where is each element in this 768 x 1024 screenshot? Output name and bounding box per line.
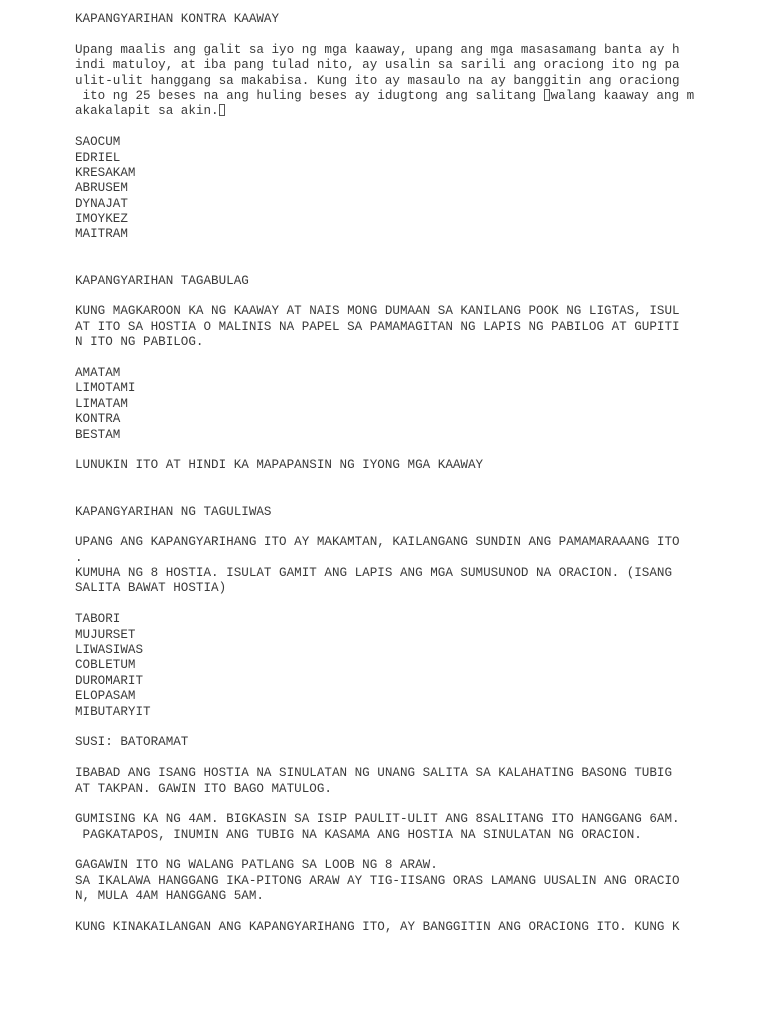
key-line: SUSI: BATORAMAT (75, 735, 189, 750)
closing-line: LUNUKIN ITO AT HINDI KA MAPAPANSIN NG IYONG MGA KAAWAY (75, 458, 484, 473)
paragraph-line: AT ITO SA HOSTIA O MALINIS NA PAPEL SA PAMAMAGITAN NG LAPIS NG PABILOG AT GUPITI (75, 319, 680, 334)
spacer (75, 443, 715, 458)
paragraph-line: UPANG ANG KAPANGYARIHANG ITO AY MAKAMTAN, KAILANGANG SUNDIN ANG PAMAMARAAANG ITO (75, 535, 680, 550)
paragraph-line: Upang maalis ang galit sa iyo ng mga kaaway, upang ang mga masasamang banta ay h (75, 42, 680, 57)
paragraph (75, 304, 715, 350)
paragraph (75, 920, 715, 935)
paragraph-line: . (75, 550, 83, 565)
oracion-word: LIWASIWAS (75, 643, 144, 658)
paragraph-line: GAGAWIN ITO NG WALANG PATLANG SA LOOB NG 8 ARAW. (75, 858, 438, 873)
spacer (75, 258, 715, 273)
oracion-word: IMOYKEZ (75, 212, 128, 227)
paragraph-line: KUNG KINAKAILANGAN ANG KAPANGYARIHANG ITO, AY BANGGITIN ANG ORACIONG ITO. KUNG K (75, 920, 680, 935)
paragraph-line: PAGKATAPOS, INUMIN ANG TUBIG NA KASAMA ANG HOSTIA NA SINULATAN NG ORACION. (75, 827, 642, 842)
spacer (75, 243, 715, 258)
paragraph-line: AT TAKPAN. GAWIN ITO BAGO MATULOG. (75, 781, 332, 796)
paragraph (75, 812, 715, 843)
spacer (75, 120, 715, 135)
paragraph (75, 535, 715, 597)
spacer (75, 905, 715, 920)
spacer (75, 797, 715, 812)
spacer (75, 520, 715, 535)
oracion-word: COBLETUM (75, 658, 136, 673)
missing-glyph-icon (219, 104, 225, 116)
oracion-word: ABRUSEM (75, 181, 128, 196)
spacer (75, 289, 715, 304)
oracion-word-list (75, 612, 715, 720)
oracion-word: MUJURSET (75, 627, 136, 642)
paragraph-line: KUNG MAGKAROON KA NG KAAWAY AT NAIS MONG DUMAAN SA KANILANG POOK NG LIGTAS, ISUL (75, 304, 680, 319)
missing-glyph-icon (544, 89, 550, 101)
paragraph-line: SA IKALAWA HANGGANG IKA-PITONG ARAW AY TIG-IISANG ORAS LAMANG UUSALIN ANG ORACIO (75, 873, 680, 888)
spacer (75, 351, 715, 366)
oracion-word: EDRIEL (75, 150, 121, 165)
spacer (75, 489, 715, 504)
oracion-word: BESTAM (75, 427, 121, 442)
paragraph-line: indi matuloy, at iba pang tulad nito, ay usalin sa sarili ang oraciong ito ng pa (75, 58, 680, 73)
spacer (75, 474, 715, 489)
section-title: KAPANGYARIHAN NG TAGULIWAS (75, 504, 272, 519)
oracion-word-list (75, 366, 715, 443)
spacer (75, 751, 715, 766)
oracion-word-list (75, 135, 715, 243)
paragraph-line: N ITO NG PABILOG. (75, 335, 204, 350)
paragraph-line: N, MULA 4AM HANGGANG 5AM. (75, 889, 264, 904)
paragraph-line: SALITA BAWAT HOSTIA) (75, 581, 227, 596)
paragraph (75, 43, 715, 120)
text-span: walang kaaway ang m (550, 88, 695, 103)
section-title: KAPANGYARIHAN TAGABULAG (75, 273, 249, 288)
paragraph-line: GUMISING KA NG 4AM. BIGKASIN SA ISIP PAULIT-ULIT ANG 8SALITANG ITO HANGGANG 6AM. (75, 812, 680, 827)
paragraph-line: IBABAD ANG ISANG HOSTIA NA SINULATAN NG UNANG SALITA SA KALAHATING BASONG TUBIG (75, 766, 673, 781)
oracion-word: AMATAM (75, 365, 121, 380)
oracion-word: LIMATAM (75, 396, 128, 411)
oracion-word: MAITRAM (75, 227, 128, 242)
oracion-word: LIMOTAMI (75, 381, 136, 396)
spacer (75, 720, 715, 735)
paragraph-line: ulit-ulit hanggang sa makabisa. Kung ito ay masaulo na ay banggitin ang oraciong (75, 73, 680, 88)
paragraph-line: KUMUHA NG 8 HOSTIA. ISULAT GAMIT ANG LAPIS ANG MGA SUMUSUNOD NA ORACION. (ISANG (75, 566, 673, 581)
oracion-word: DYNAJAT (75, 196, 128, 211)
paragraph-line (75, 89, 715, 104)
spacer (75, 597, 715, 612)
paragraph-line (75, 104, 715, 119)
oracion-word: DUROMARIT (75, 673, 144, 688)
oracion-word: ELOPASAM (75, 689, 136, 704)
oracion-word: SAOCUM (75, 135, 121, 150)
document-page (75, 12, 715, 935)
section-title: KAPANGYARIHAN KONTRA KAAWAY (75, 12, 280, 26)
oracion-word: KRESAKAM (75, 165, 136, 180)
oracion-word: KONTRA (75, 412, 121, 427)
paragraph (75, 766, 715, 797)
paragraph (75, 858, 715, 904)
text-span: akakalapit sa akin. (75, 104, 219, 119)
spacer (75, 27, 715, 42)
text-span: ito ng 25 beses na ang huling beses ay idugtong ang salitang (75, 88, 544, 103)
spacer (75, 843, 715, 858)
oracion-word: TABORI (75, 612, 121, 627)
oracion-word: MIBUTARYIT (75, 704, 151, 719)
